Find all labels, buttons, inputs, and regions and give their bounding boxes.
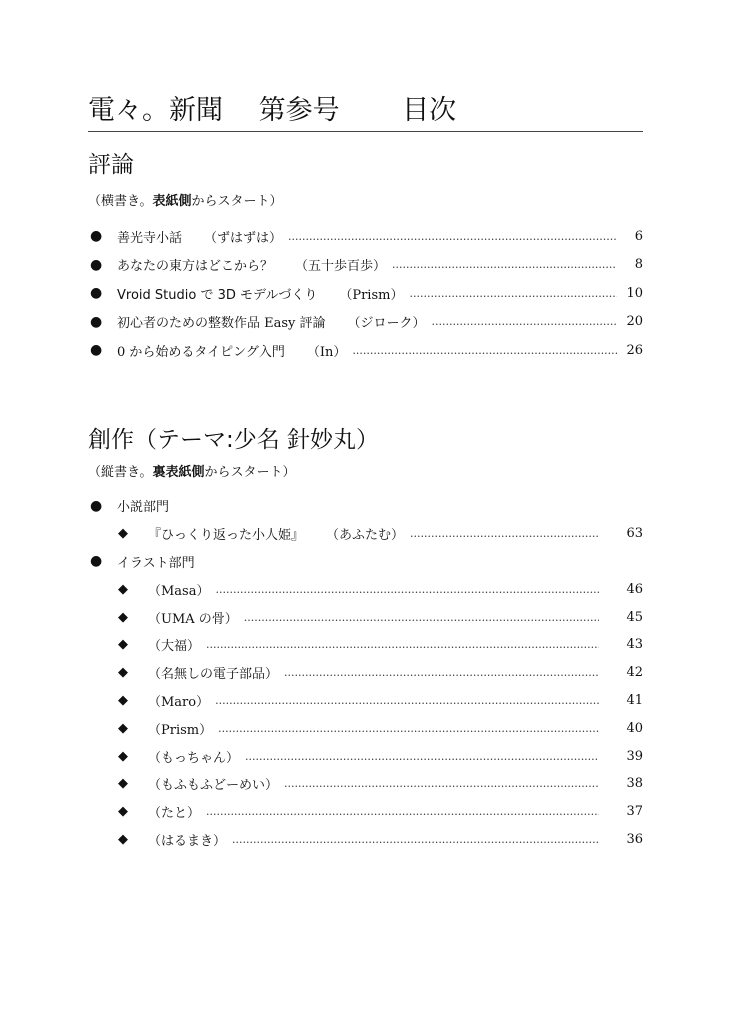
entry-author: （五十歩百歩） xyxy=(295,259,387,275)
bullet-icon: ● xyxy=(90,553,103,570)
leader-dots xyxy=(284,666,599,679)
category-illust xyxy=(88,548,643,576)
entry-title: あなたの東方はどこから？ xyxy=(117,259,274,275)
creation-list xyxy=(88,492,643,853)
toc-entry[interactable] xyxy=(88,770,643,798)
leader-dots xyxy=(352,344,617,357)
creation-note xyxy=(88,464,296,482)
diamond-icon: ◆ xyxy=(118,692,128,708)
bullet-icon: ● xyxy=(90,285,103,302)
diamond-icon: ◆ xyxy=(118,665,128,681)
toc-entry[interactable] xyxy=(88,251,643,280)
entry-page: 41 xyxy=(626,692,643,708)
entry-page: 37 xyxy=(626,804,643,820)
entry-author: （Maro） xyxy=(148,694,210,710)
entry-title: 初心者のための整数作品 Easy 評論 xyxy=(117,316,326,332)
review-heading: 評論 xyxy=(88,152,134,178)
leader-dots xyxy=(288,230,617,243)
review-list xyxy=(88,222,643,365)
diamond-icon: ◆ xyxy=(118,637,128,653)
leader-dots xyxy=(215,694,599,707)
leader-dots xyxy=(244,611,599,624)
entry-author: （ジローク） xyxy=(347,316,426,332)
category-novel xyxy=(88,492,643,520)
leader-dots xyxy=(206,805,599,818)
entry-author: （ずはずは） xyxy=(204,230,283,246)
entry-author: （Masa） xyxy=(148,583,210,599)
toc-entry[interactable] xyxy=(88,631,643,659)
entry-author: （もっちゃん） xyxy=(148,750,240,766)
entry-title: 『ひっくり返った小人姫』 xyxy=(148,528,305,544)
note-text: からスタート） xyxy=(204,465,296,480)
leader-dots xyxy=(432,315,617,328)
entry-page: 38 xyxy=(626,776,643,792)
entry-author: （大福） xyxy=(148,639,201,655)
leader-dots xyxy=(215,583,599,596)
entry-page: 20 xyxy=(626,314,643,330)
entry-page: 46 xyxy=(626,581,643,597)
entry-page: 39 xyxy=(626,748,643,764)
leader-dots xyxy=(284,777,599,790)
entry-title: Vroid Studio で 3D モデルづくり xyxy=(117,287,318,303)
entry-page: 26 xyxy=(626,342,643,358)
category-label: 小説部門 xyxy=(117,500,170,516)
toc-entry[interactable] xyxy=(88,742,643,770)
bullet-icon: ● xyxy=(90,313,103,330)
toc-entry[interactable] xyxy=(88,603,643,631)
leader-dots xyxy=(409,287,617,300)
leader-dots xyxy=(218,722,599,735)
entry-page: 36 xyxy=(626,831,643,847)
leader-dots xyxy=(392,258,617,271)
toc-entry[interactable] xyxy=(88,308,643,337)
category-label: イラスト部門 xyxy=(117,555,195,571)
entry-author: （Prism） xyxy=(339,287,404,303)
review-note xyxy=(88,193,283,211)
bullet-icon: ● xyxy=(90,228,103,245)
toc-entry[interactable] xyxy=(88,279,643,308)
note-bold: 表紙側 xyxy=(152,194,192,209)
leader-dots xyxy=(410,527,599,540)
entry-title: 善光寺小話 xyxy=(117,230,183,246)
diamond-icon: ◆ xyxy=(118,776,128,792)
bullet-icon: ● xyxy=(90,256,103,273)
entry-page: 63 xyxy=(626,526,643,542)
diamond-icon: ◆ xyxy=(118,804,128,820)
entry-page: 40 xyxy=(626,720,643,736)
entry-author: （In） xyxy=(306,344,347,360)
entry-page: 6 xyxy=(634,228,643,244)
creation-heading: 創作（テーマ:少名 針妙丸） xyxy=(88,427,380,453)
entry-author: （もふもふどーめい） xyxy=(148,778,279,794)
toc-entry[interactable] xyxy=(88,687,643,715)
note-text: からスタート） xyxy=(191,194,283,209)
bullet-icon: ● xyxy=(90,497,103,514)
leader-dots xyxy=(245,750,599,763)
diamond-icon: ◆ xyxy=(118,720,128,736)
toc-entry[interactable] xyxy=(88,336,643,365)
diamond-icon: ◆ xyxy=(118,609,128,625)
entry-title: 0 から始めるタイピング入門 xyxy=(117,344,285,360)
toc-entry[interactable] xyxy=(88,222,643,251)
entry-author: （名無しの電子部品） xyxy=(148,667,279,683)
note-text: （縦書き。 xyxy=(88,465,153,480)
diamond-icon: ◆ xyxy=(118,526,128,542)
diamond-icon: ◆ xyxy=(118,831,128,847)
entry-author: （Prism） xyxy=(148,722,213,738)
note-bold: 裏表紙側 xyxy=(152,465,205,480)
leader-dots xyxy=(206,638,599,651)
bullet-icon: ● xyxy=(90,342,103,359)
diamond-icon: ◆ xyxy=(118,748,128,764)
toc-entry[interactable] xyxy=(88,826,643,854)
entry-author: （たと） xyxy=(148,806,201,822)
page-title: 電々。新聞 第参号 目次 xyxy=(88,94,643,132)
entry-page: 45 xyxy=(626,609,643,625)
entry-author: （はるまき） xyxy=(148,833,227,849)
toc-entry[interactable] xyxy=(88,714,643,742)
note-text: （横書き。 xyxy=(88,194,153,209)
toc-entry[interactable] xyxy=(88,520,643,548)
toc-entry[interactable] xyxy=(88,798,643,826)
entry-author: （UMA の骨） xyxy=(148,611,238,627)
entry-page: 8 xyxy=(634,257,643,273)
toc-entry[interactable] xyxy=(88,575,643,603)
toc-entry[interactable] xyxy=(88,659,643,687)
entry-page: 43 xyxy=(626,637,643,653)
leader-dots xyxy=(232,833,599,846)
entry-author: （あふたむ） xyxy=(326,528,405,544)
entry-page: 42 xyxy=(626,665,643,681)
diamond-icon: ◆ xyxy=(118,581,128,597)
entry-page: 10 xyxy=(626,285,643,301)
